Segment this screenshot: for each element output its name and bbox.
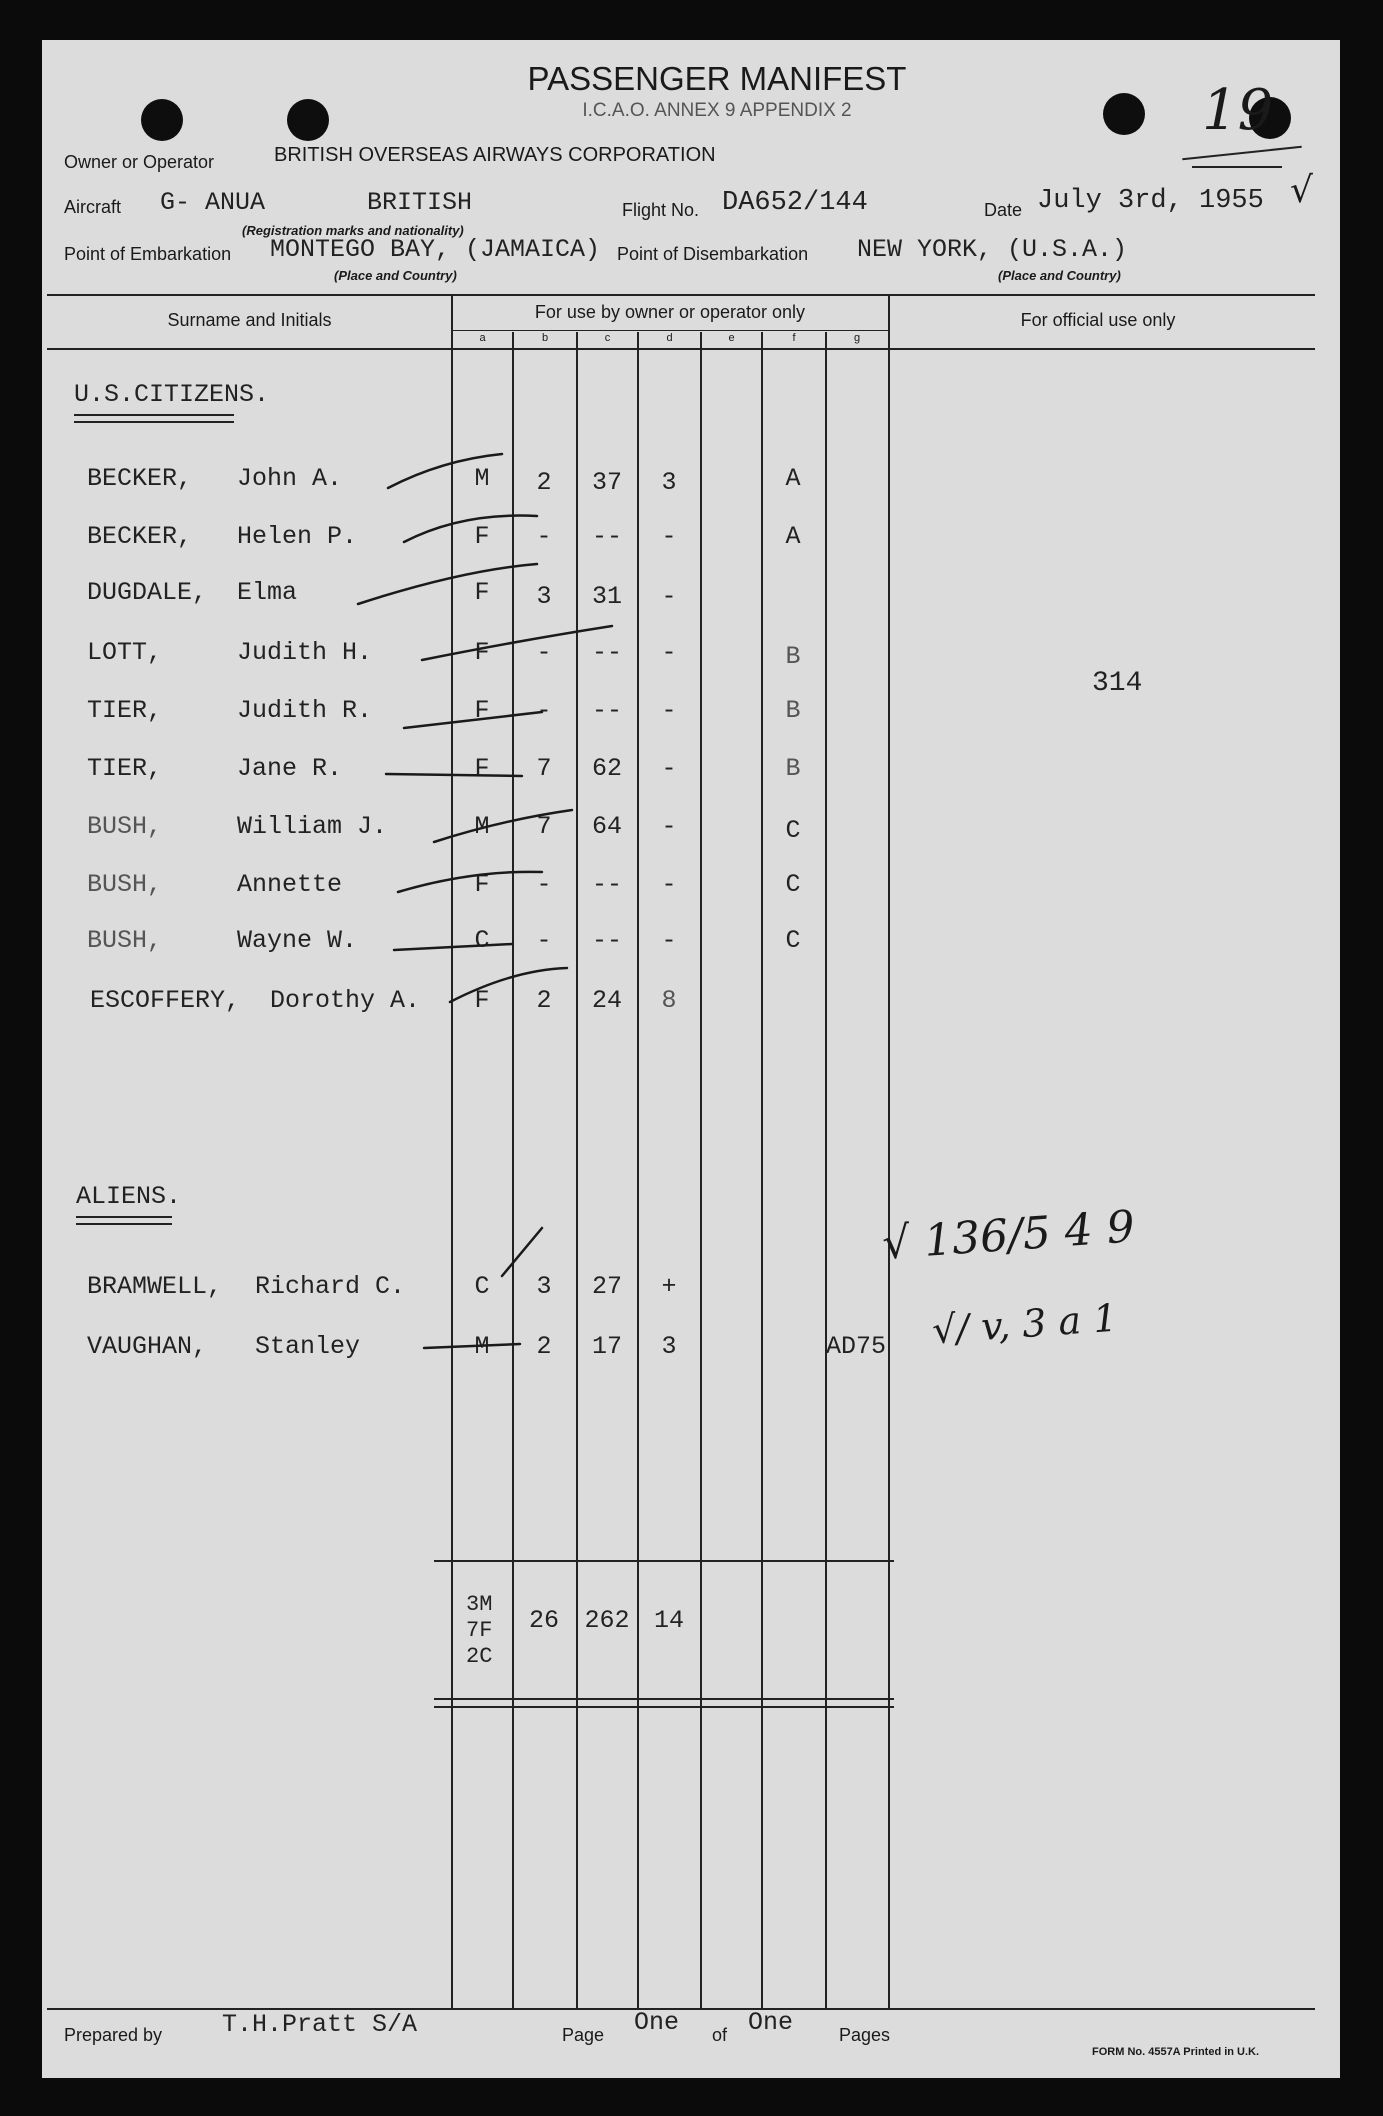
embarkation-label: Point of Embarkation <box>64 244 232 264</box>
disembarkation-label: Point of Disembarkation <box>617 244 809 264</box>
col-b: 2 <box>536 986 552 1015</box>
column-letter-f: f <box>792 332 796 344</box>
col-d: - <box>661 696 677 725</box>
col-a: M <box>474 464 490 493</box>
aircraft-label: Aircraft <box>64 197 122 217</box>
prepared-by-value: T.H.Pratt S/A <box>222 2010 418 2039</box>
total-a-children: 2C <box>466 1644 493 1669</box>
owner-label: Owner or Operator <box>64 152 215 172</box>
col-f: B <box>785 696 801 725</box>
col-f: C <box>785 816 801 845</box>
col-b: 3 <box>536 1272 552 1301</box>
col-a: F <box>474 522 490 551</box>
form-subtitle: I.C.A.O. ANNEX 9 APPENDIX 2 <box>582 100 852 121</box>
official-column-header: For official use only <box>1020 310 1176 330</box>
col-a: C <box>474 1272 490 1301</box>
of-label: of <box>712 2025 728 2045</box>
col-c: 37 <box>591 468 622 497</box>
col-d: - <box>661 754 677 783</box>
col-d: - <box>661 522 677 551</box>
us-citizens-heading: U.S.CITIZENS. <box>74 380 270 409</box>
passenger-surname: BUSH, <box>87 926 163 955</box>
column-letter-d: d <box>666 332 673 344</box>
col-b: 7 <box>536 754 552 783</box>
col-a: M <box>474 812 490 841</box>
prepared-by-label: Prepared by <box>64 2025 163 2045</box>
manifest-sheet <box>42 40 1340 2078</box>
pages-label: Pages <box>839 2025 891 2045</box>
owner-value: BRITISH OVERSEAS AIRWAYS CORPORATION <box>274 144 716 166</box>
page-value: One <box>634 2008 680 2037</box>
surname-column-header: Surname and Initials <box>167 310 332 330</box>
col-c: -- <box>591 870 622 899</box>
col-b: 2 <box>536 468 552 497</box>
column-letter-g: g <box>853 332 861 344</box>
total-a-females: 7F <box>466 1618 493 1643</box>
column-letter-c: c <box>604 332 611 344</box>
owner-use-column-header: For use by owner or operator only <box>534 302 806 322</box>
col-a: M <box>474 1332 490 1361</box>
total-a-males: 3M <box>466 1592 493 1617</box>
passenger-surname: TIER, <box>87 754 163 783</box>
official-note-1: √ 136/5 4 9 <box>880 1201 1137 1270</box>
col-g: AD75 <box>826 1332 887 1361</box>
passenger-surname: BUSH, <box>87 812 163 841</box>
passenger-surname: LOTT, <box>87 638 163 667</box>
aircraft-registration: G- ANUA <box>160 188 266 217</box>
total-d: 14 <box>653 1606 684 1635</box>
passenger-given-name: William J. <box>237 812 388 841</box>
col-d: - <box>661 582 677 611</box>
col-a: F <box>474 696 490 725</box>
passenger-given-name: John A. <box>237 464 343 493</box>
flight-number: DA652/144 <box>722 188 868 218</box>
col-f: B <box>785 642 801 671</box>
col-d: - <box>661 638 677 667</box>
col-f: C <box>785 926 801 955</box>
passenger-given-name: Jane R. <box>237 754 343 783</box>
col-d: 8 <box>661 986 677 1015</box>
col-d: 3 <box>661 1332 677 1361</box>
date-value: July 3rd, 1955 <box>1037 186 1264 216</box>
col-d: - <box>661 926 677 955</box>
aliens-heading: ALIENS. <box>76 1182 182 1211</box>
passenger-surname: BECKER, <box>87 464 193 493</box>
col-c: -- <box>591 696 622 725</box>
col-a: F <box>474 754 490 783</box>
passenger-given-name: Richard C. <box>255 1272 406 1301</box>
col-b: - <box>536 696 552 725</box>
passenger-given-name: Stanley <box>255 1332 361 1361</box>
passenger-surname: ESCOFFERY, <box>90 986 241 1015</box>
passenger-surname: DUGDALE, <box>87 578 208 607</box>
passenger-given-name: Helen P. <box>237 522 358 551</box>
date-label: Date <box>984 200 1023 220</box>
aircraft-nationality: BRITISH <box>367 188 473 217</box>
col-f: C <box>785 870 801 899</box>
col-c: -- <box>591 638 622 667</box>
col-b: 2 <box>536 1332 552 1361</box>
col-a: F <box>474 986 490 1015</box>
col-a: F <box>474 578 490 607</box>
totals-double-rule <box>434 1706 894 1708</box>
passenger-given-name: Dorothy A. <box>270 986 421 1015</box>
form-title: PASSENGER MANIFEST <box>527 60 907 97</box>
aircraft-note: (Registration marks and nationality) <box>242 223 464 238</box>
passenger-given-name: Annette <box>237 870 343 899</box>
passenger-surname: BECKER, <box>87 522 193 551</box>
passenger-given-name: Wayne W. <box>237 926 358 955</box>
page-label: Page <box>562 2025 605 2045</box>
embarkation-value: MONTEGO BAY, (JAMAICA) <box>270 235 601 264</box>
totals-top-rule <box>434 1560 894 1562</box>
passenger-surname: BRAMWELL, <box>87 1272 223 1301</box>
tick-marks <box>42 40 1340 2078</box>
col-b: 7 <box>536 812 552 841</box>
col-d: 3 <box>661 468 677 497</box>
passenger-given-name: Judith H. <box>237 638 373 667</box>
col-a: F <box>474 638 490 667</box>
col-d: - <box>661 870 677 899</box>
column-letter-e: e <box>728 332 735 344</box>
total-b: 26 <box>528 1606 559 1635</box>
col-f: B <box>785 754 801 783</box>
col-b: - <box>536 522 552 551</box>
col-d: + <box>661 1272 677 1301</box>
col-b: - <box>536 870 552 899</box>
passenger-given-name: Judith R. <box>237 696 373 725</box>
passenger-given-name: Elma <box>237 578 298 607</box>
col-d: - <box>661 812 677 841</box>
col-b: 3 <box>536 582 552 611</box>
col-c: 62 <box>591 754 622 783</box>
col-a: F <box>474 870 490 899</box>
col-c: -- <box>591 522 622 551</box>
passenger-surname: BUSH, <box>87 870 163 899</box>
totals-double-rule <box>434 1698 894 1700</box>
official-note-2: √/ v, 3 a 1 <box>930 1295 1119 1353</box>
col-c: 27 <box>591 1272 622 1301</box>
col-c: 31 <box>591 582 622 611</box>
column-letter-a: a <box>479 332 486 344</box>
col-a: C <box>474 926 490 955</box>
form-number: FORM No. 4557A Printed in U.K. <box>1092 2046 1260 2058</box>
column-letter-b: b <box>541 332 549 344</box>
total-c: 262 <box>584 1606 630 1635</box>
disembarkation-value: NEW YORK, (U.S.A.) <box>857 235 1128 264</box>
col-c: 64 <box>591 812 622 841</box>
flight-label: Flight No. <box>622 200 700 220</box>
col-b: - <box>536 926 552 955</box>
embarkation-note: (Place and Country) <box>334 268 457 283</box>
of-value: One <box>748 2008 794 2037</box>
col-f: A <box>785 522 801 551</box>
passenger-surname: TIER, <box>87 696 163 725</box>
col-b: - <box>536 638 552 667</box>
col-c: 24 <box>591 986 622 1015</box>
official-number: 314 <box>1092 668 1143 699</box>
page-mark: 19 <box>1202 78 1274 143</box>
col-c: 17 <box>591 1332 622 1361</box>
col-c: -- <box>591 926 622 955</box>
passenger-surname: VAUGHAN, <box>87 1332 208 1361</box>
date-check: √ <box>1290 170 1313 211</box>
col-f: A <box>785 464 801 493</box>
disembarkation-note: (Place and Country) <box>998 268 1121 283</box>
